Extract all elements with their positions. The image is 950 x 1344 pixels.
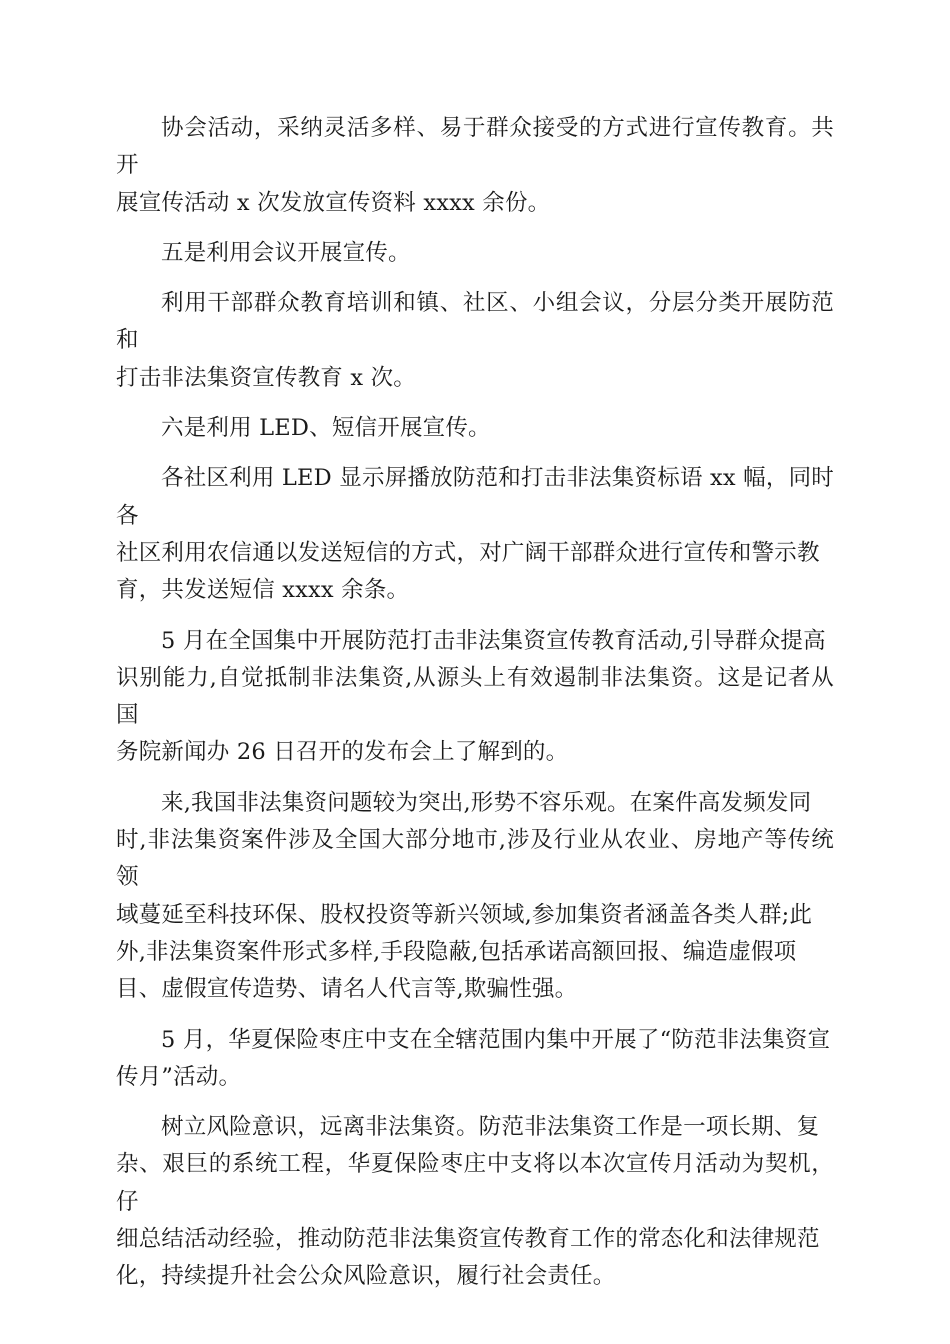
paragraph xyxy=(116,1109,834,1295)
text-line: 育，共发送短信 xxxx 余条。 xyxy=(116,577,410,604)
text-line: 协会活动，采纳灵活多样、易于群众接受的方式进行宣传教育。共开 xyxy=(116,115,834,179)
text-line: 域蔓延至科技环保、股权投资等新兴领域,参加集资者涵盖各类人群;此 xyxy=(116,901,813,928)
text-line: 各社区利用 LED 显示屏播放防范和打击非法集资标语 xx 幅，同时各 xyxy=(116,465,834,529)
paragraph xyxy=(116,785,834,1009)
text-line: 社区利用农信通以发送短信的方式，对广阔干部群众进行宣传和警示教 xyxy=(116,539,820,566)
text-line: 外,非法集资案件形式多样,手段隐蔽,包括承诺高额回报、编造虚假项 xyxy=(116,938,797,965)
text-line: 细总结活动经验，推动防范非法集资宣传教育工作的常态化和法律规范 xyxy=(116,1226,820,1253)
text-line: 展宣传活动 x 次发放宣传资料 xxxx 余份。 xyxy=(116,189,551,216)
text-line: 时,非法集资案件涉及全国大部分地市,涉及行业从农业、房地产等传统领 xyxy=(116,827,834,891)
document-body xyxy=(116,110,834,1309)
text-line: 5 月，华夏保险枣庄中支在全辖范围内集中开展了“防范非法集资宣 xyxy=(161,1026,831,1053)
text-line: 务院新闻办 26 日召开的发布会上了解到的。 xyxy=(116,739,569,766)
paragraph xyxy=(116,110,834,222)
text-line: 识别能力,自觉抵制非法集资,从源头上有效遏制非法集资。这是记者从国 xyxy=(116,664,834,729)
text-line: 利用干部群众教育培训和镇、社区、小组会议，分层分类开展防范和 xyxy=(116,290,834,354)
text-line: 传月”活动。 xyxy=(116,1063,242,1090)
text-line: 目、虚假宣传造势、请名人代言等,欺骗性强。 xyxy=(116,976,578,1003)
text-line: 树立风险意识，远离非法集资。防范非法集资工作是一项长期、复 xyxy=(161,1114,820,1141)
paragraph xyxy=(116,285,834,397)
paragraph xyxy=(116,460,834,609)
text-line: 打击非法集资宣传教育 x 次。 xyxy=(116,364,416,391)
text-line: 5 月在全国集中开展防范打击非法集资宣传教育活动,引导群众提高 xyxy=(161,627,826,654)
text-line: 六是利用 LED、短信开展宣传。 xyxy=(161,415,491,442)
paragraph xyxy=(116,623,834,772)
text-line: 杂、艰巨的系统工程，华夏保险枣庄中支将以本次宣传月活动为契机，仔 xyxy=(116,1151,834,1215)
text-line: 来,我国非法集资问题较为突出,形势不容乐观。在案件高发频发同 xyxy=(161,789,812,816)
paragraph xyxy=(116,1022,834,1097)
text-line: 五是利用会议开展宣传。 xyxy=(161,239,411,266)
text-line: 化，持续提升社会公众风险意识，履行社会责任。 xyxy=(116,1263,616,1290)
paragraph xyxy=(116,410,834,447)
paragraph xyxy=(116,235,834,272)
